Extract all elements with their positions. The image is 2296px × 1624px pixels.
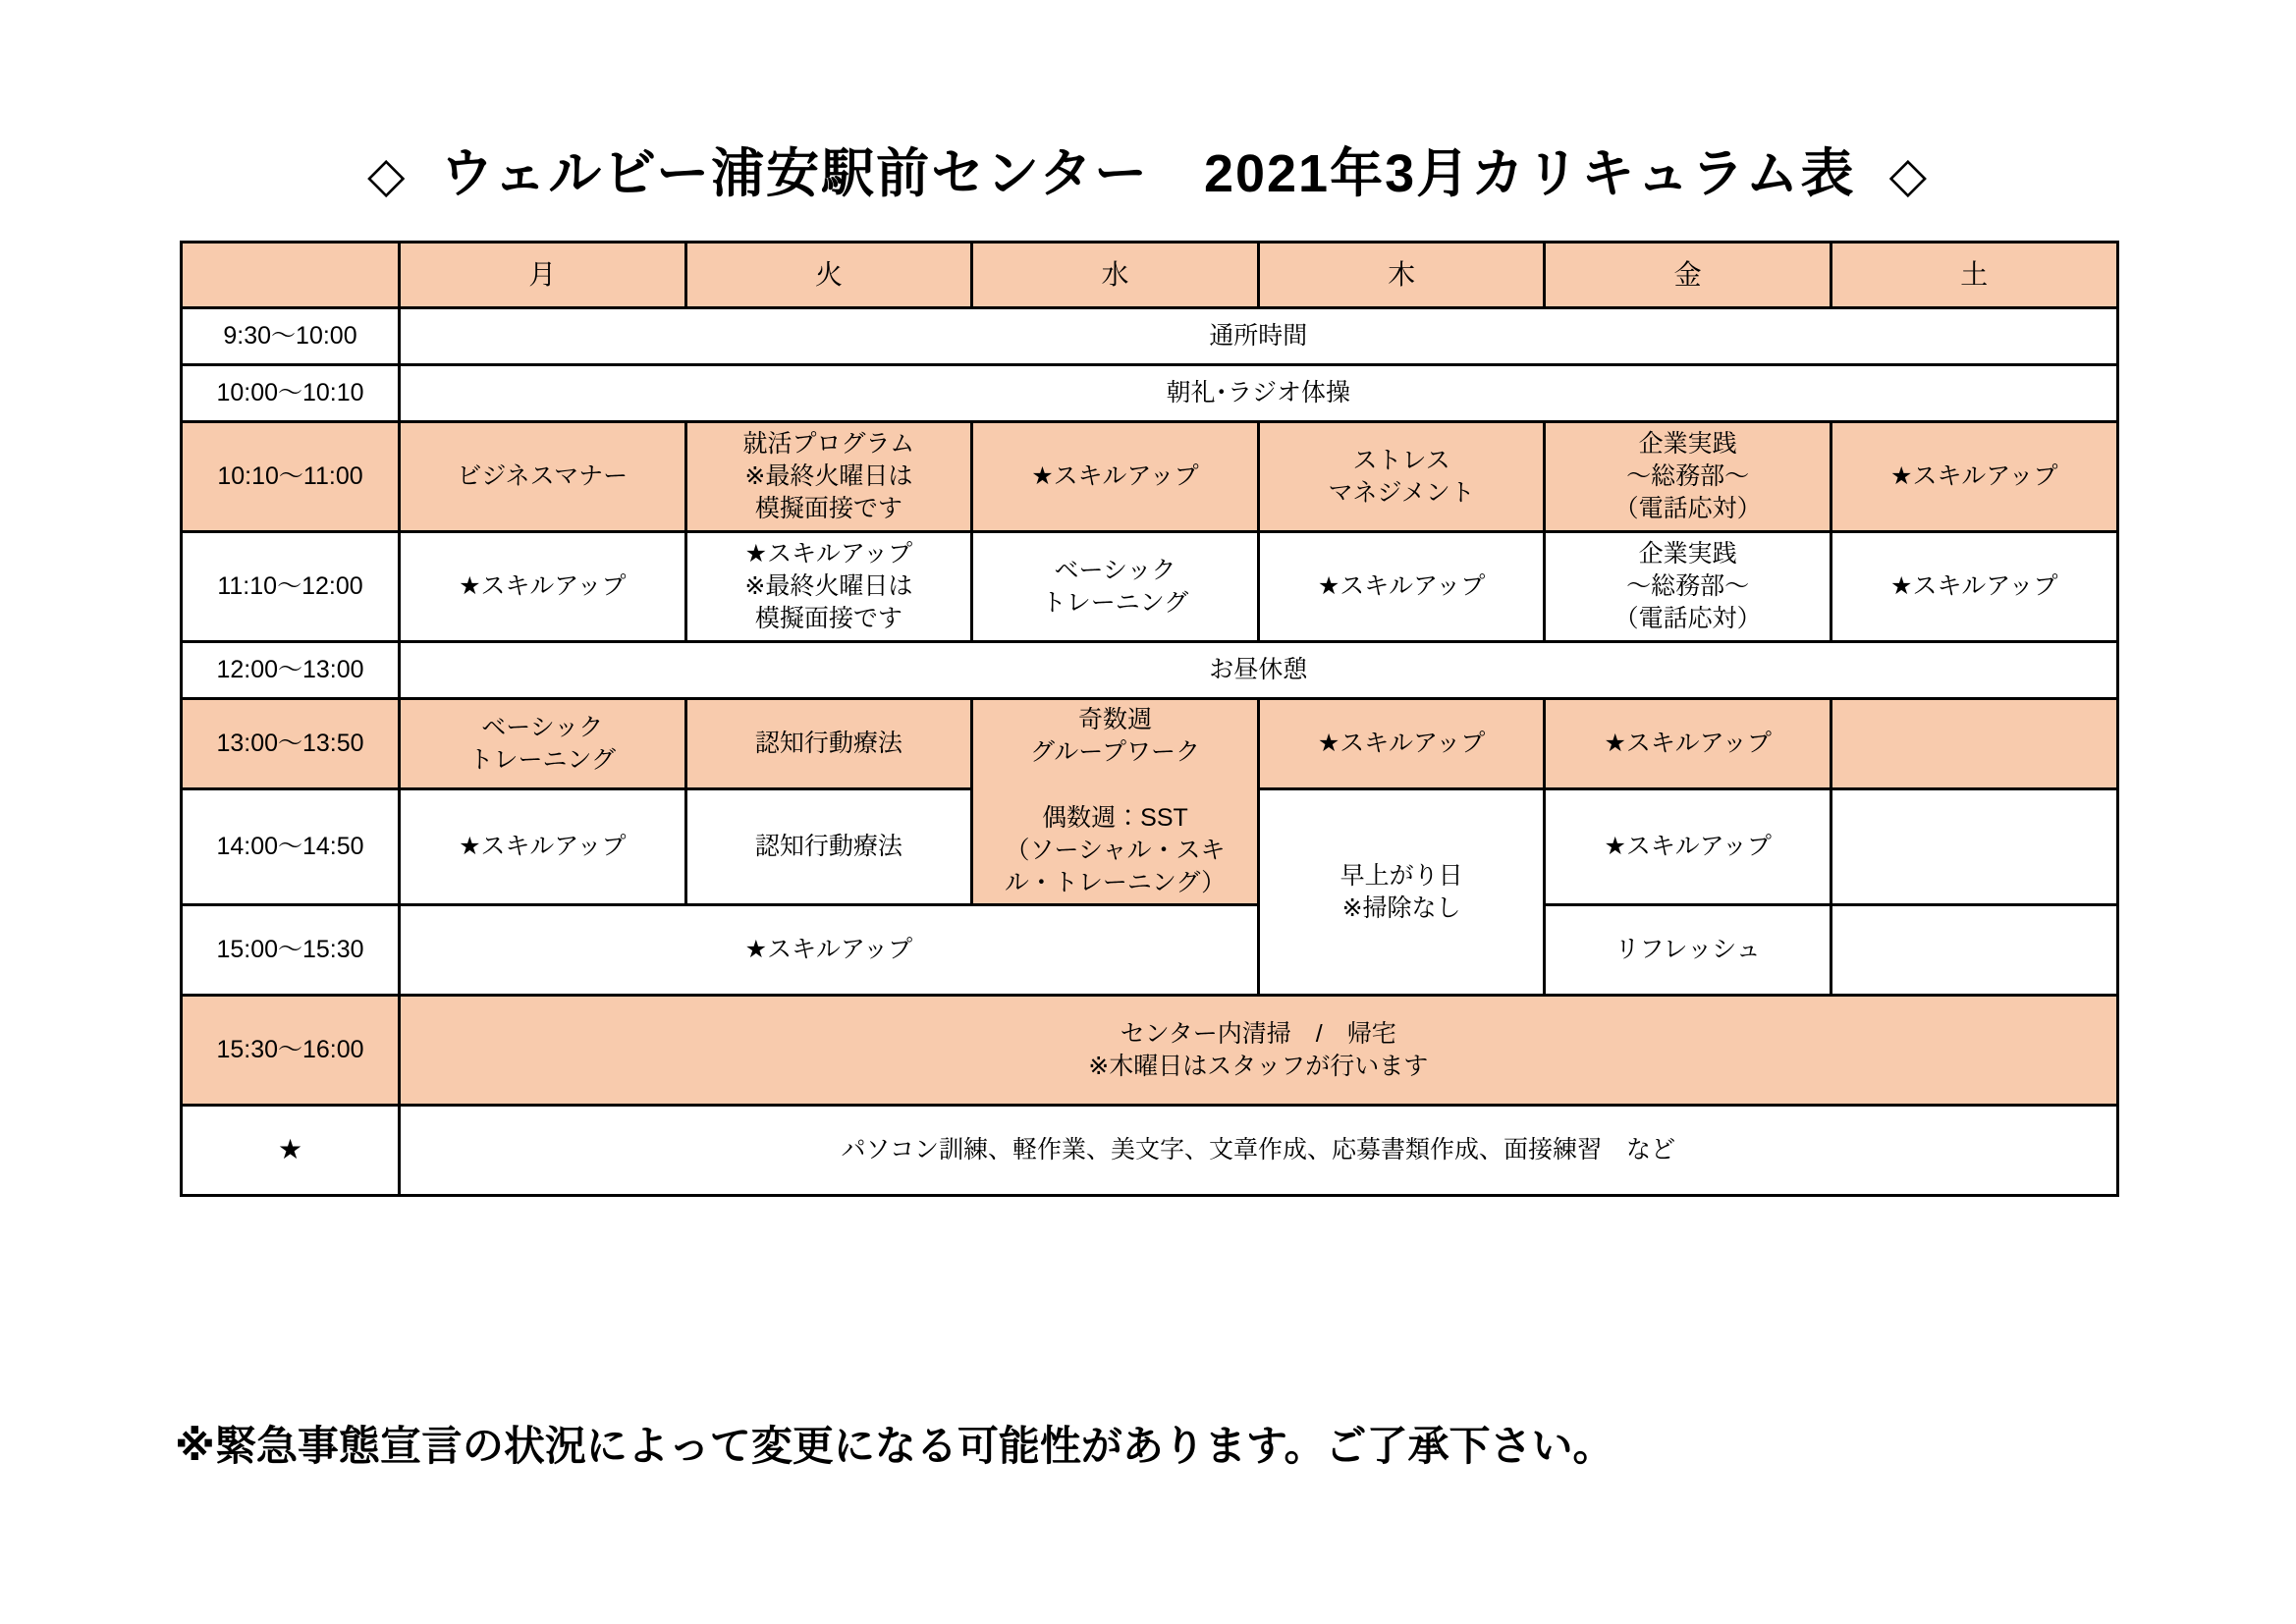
cell-1500-fri: リフレッシュ: [1545, 905, 1831, 996]
cell-1400-fri: ★スキルアップ: [1545, 789, 1831, 905]
cell-1110-wed: [972, 532, 1259, 642]
cell-1010-tue-line3: 模擬面接です: [754, 495, 902, 522]
time-label-1400: 14:00～14:50: [182, 789, 400, 905]
cell-1010-thu: [1258, 422, 1545, 532]
cell-cleanup: [400, 996, 2118, 1106]
table-row-star-legend: [182, 1106, 2118, 1196]
cell-thu-early-leave-line2: ※掃除なし: [1341, 893, 1461, 922]
table-row-arrival: [182, 308, 2118, 365]
cell-1110-fri: [1545, 532, 1831, 642]
table-header-row: [182, 243, 2118, 308]
cell-1110-sat: ★スキルアップ: [1831, 532, 2117, 642]
cell-1010-tue-line2: ※最終火曜日は: [744, 462, 913, 490]
time-label-1200: 12:00～13:00: [182, 642, 400, 699]
cell-wed-odd-line2: グループワーク: [1029, 738, 1200, 766]
cell-wed-even-line1: 偶数週：SST: [1042, 804, 1188, 832]
table-row-cleanup: [182, 996, 2118, 1106]
cell-1300-tue: 認知行動療法: [685, 699, 972, 789]
table-row-1300: [182, 699, 2118, 789]
cell-1300-mon-line1: ベーシック: [481, 713, 604, 741]
cell-lunch-break: お昼休憩: [400, 642, 2118, 699]
cell-1010-fri: [1545, 422, 1831, 532]
cell-1010-sat: ★スキルアップ: [1831, 422, 2117, 532]
time-label-1500: 15:00～15:30: [182, 905, 400, 996]
cell-1010-tue-line1: 就活プログラム: [742, 430, 915, 458]
cell-1110-tue-line2: ※最終火曜日は: [744, 572, 913, 600]
cell-1110-mon: ★スキルアップ: [400, 532, 686, 642]
diamond-left-icon: ◇: [366, 147, 408, 202]
cell-1110-fri-line1: 企業実践: [1638, 540, 1737, 568]
cell-1300-wed-groupwork-sst: [972, 699, 1259, 905]
cell-1400-tue: 認知行動療法: [685, 789, 972, 905]
cell-1500-mon-wed-skillup: ★スキルアップ: [400, 905, 1259, 996]
table-row-morning-assembly: [182, 365, 2118, 422]
cell-morning-assembly: 朝礼･ラジオ体操: [400, 365, 2118, 422]
table-row-lunch: [182, 642, 2118, 699]
cell-star-legend-text: パソコン訓練、軽作業、美文字、文章作成、応募書類作成、面接練習 など: [400, 1106, 2118, 1196]
star-icon: ★: [182, 1106, 400, 1196]
cell-1010-mon: ビジネスマナー: [400, 422, 686, 532]
cell-cleanup-line2: ※木曜日はスタッフが行います: [1088, 1052, 1429, 1080]
time-label-0930: 9:30～10:00: [182, 308, 400, 365]
header-day-sat: 土: [1831, 243, 2117, 308]
cell-1110-tue-line3: 模擬面接です: [754, 605, 902, 632]
time-label-1530: 15:30～16:00: [182, 996, 400, 1106]
schedule-table: [180, 241, 2119, 1197]
cell-1300-fri: ★スキルアップ: [1545, 699, 1831, 789]
cell-1010-tue: [685, 422, 972, 532]
header-day-fri: 金: [1545, 243, 1831, 308]
time-label-1000: 10:00～10:10: [182, 365, 400, 422]
cell-1010-fri-line3: （電話応対）: [1613, 495, 1762, 522]
table-row-1110: [182, 532, 2118, 642]
cell-1110-tue: [685, 532, 972, 642]
cell-1110-fri-line3: （電話応対）: [1613, 605, 1762, 632]
header-day-tue: 火: [685, 243, 972, 308]
time-label-1010: 10:10～11:00: [182, 422, 400, 532]
cell-1110-thu: ★スキルアップ: [1258, 532, 1545, 642]
schedule-table-container: [180, 241, 2116, 1197]
table-row-1010: [182, 422, 2118, 532]
page-title-text: ウェルビー浦安駅前センター 2021年3月カリキュラム表: [440, 144, 1856, 203]
cell-1500-sat: [1831, 905, 2117, 996]
cell-1300-sat: [1831, 699, 2117, 789]
page-title: [0, 145, 2296, 203]
cell-thu-early-leave-line1: 早上がり日: [1339, 861, 1463, 890]
cell-cleanup-line1: センター内清掃 / 帰宅: [1120, 1019, 1396, 1048]
cell-1010-wed: ★スキルアップ: [972, 422, 1259, 532]
cell-1300-thu: ★スキルアップ: [1258, 699, 1545, 789]
cell-1110-wed-line2: トレーニング: [1041, 588, 1189, 617]
time-label-1300: 13:00～13:50: [182, 699, 400, 789]
diamond-right-icon: ◇: [1888, 147, 1930, 202]
header-corner: [182, 243, 400, 308]
cell-arrival-time: 通所時間: [400, 308, 2118, 365]
cell-1010-fri-line2: ～総務部～: [1626, 462, 1750, 490]
cell-1010-thu-line2: マネジメント: [1328, 478, 1475, 507]
cell-1400-sat: [1831, 789, 2117, 905]
header-day-wed: 水: [972, 243, 1259, 308]
cell-wed-even-line2: （ソーシャル・スキ: [1005, 837, 1226, 864]
cell-thu-early-leave: [1258, 789, 1545, 996]
cell-1010-fri-line1: 企業実践: [1638, 430, 1737, 458]
cell-1110-tue-line1: ★スキルアップ: [744, 540, 913, 568]
cell-1300-mon-line2: トレーニング: [468, 745, 617, 774]
cell-1110-fri-line2: ～総務部～: [1626, 572, 1750, 600]
cell-1400-mon: ★スキルアップ: [400, 789, 686, 905]
cell-wed-odd-line1: 奇数週: [1077, 706, 1152, 733]
cell-1110-wed-line1: ベーシック: [1054, 556, 1176, 584]
table-row-1500: [182, 905, 2118, 996]
cell-1300-mon: [400, 699, 686, 789]
footnote-notice: ※緊急事態宣言の状況によって変更になる可能性があります。ご了承下さい。: [175, 1423, 1614, 1469]
cell-1010-thu-line1: ストレス: [1352, 446, 1450, 474]
cell-wed-even-line3: ル・トレーニング）: [1004, 869, 1227, 896]
header-day-thu: 木: [1258, 243, 1545, 308]
time-label-1110: 11:10～12:00: [182, 532, 400, 642]
header-day-mon: 月: [400, 243, 686, 308]
